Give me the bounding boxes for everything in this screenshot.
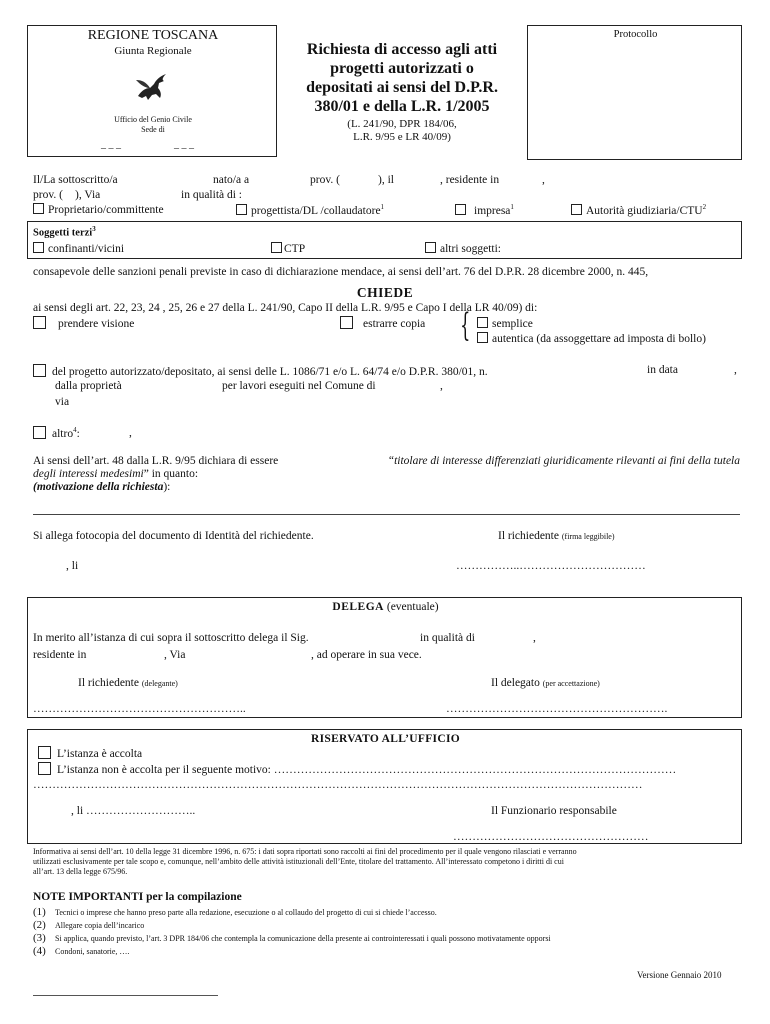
checkbox[interactable] xyxy=(236,204,247,215)
nato-label: nato/a a xyxy=(213,174,250,186)
footnote-ref: 1 xyxy=(380,203,385,211)
comma-sep: , xyxy=(440,380,443,392)
art48-text: Ai sensi dell’art. 48 dalla L.R. 9/95 dichiara di essere xyxy=(33,455,279,467)
note-list xyxy=(33,906,753,958)
title-line: 380/01 e della L.R. 1/2005 xyxy=(314,98,490,115)
residente-label: , residente in xyxy=(440,174,500,186)
delegato-label xyxy=(491,677,600,689)
informativa-line: utilizzati esclusivamente per tale scopo e, comunque, nell’ambito delle attività istituzionali dell’Ente, titolare del trattamento. All’interessato competono i diritti di cui xyxy=(33,857,564,866)
note-number: (4) xyxy=(33,945,46,957)
delegante-signature-line[interactable]: ……………………………………………….. xyxy=(33,703,246,715)
delega-eventuale: (eventuale) xyxy=(386,601,439,613)
option-altro[interactable] xyxy=(33,426,80,440)
seat-blank-1: _ _ _ xyxy=(101,139,121,150)
note-number: (3) xyxy=(33,932,46,944)
checkbox[interactable] xyxy=(571,204,582,215)
altro-label: altro xyxy=(52,428,74,440)
footnote-ref: 1 xyxy=(510,203,514,211)
checkbox[interactable] xyxy=(455,204,466,215)
proprieta-label: dalla proprietà xyxy=(55,380,122,392)
motivazione-text: (motivazione della richiesta xyxy=(33,481,164,493)
riservato-title: RISERVATO ALL’UFFICIO xyxy=(311,733,460,745)
option-label: autentica (da assoggettare ad imposta di bollo) xyxy=(492,333,706,345)
note-item xyxy=(33,906,753,919)
chiede-title: CHIEDE xyxy=(356,285,414,300)
option-label: CTP xyxy=(284,243,306,255)
option-label: confinanti/vicini xyxy=(48,243,125,255)
richiedente-text: Il richiedente xyxy=(498,530,559,542)
office-name: Ufficio del Genio Civile xyxy=(114,115,192,124)
comma-sep: , xyxy=(533,632,536,644)
note-text: Condoni, sanatorie, …. xyxy=(55,947,130,956)
option-label: L’istanza non è accolta per il seguente motivo: …………………………………………………………………………………………… xyxy=(57,764,677,776)
footnote-ref: 2 xyxy=(702,203,707,211)
comma-sep: , xyxy=(734,364,737,376)
informativa-block xyxy=(33,847,753,877)
delegato-signature-line[interactable]: …………………………………………………. xyxy=(446,703,668,715)
comma-sep: , xyxy=(542,174,545,186)
note-text: Allegare copia dell’incarico xyxy=(55,921,145,930)
in-data-label: in data xyxy=(647,364,678,376)
delegato-text: Il delegato xyxy=(491,677,540,689)
option-non-accolta[interactable] xyxy=(38,762,676,776)
prov-label: prov. ( xyxy=(310,174,340,186)
checkbox[interactable] xyxy=(33,242,44,253)
delega-title xyxy=(28,601,743,613)
progetto-text: del progetto autorizzato/depositato, ai sensi delle L. 1086/71 e/o L. 64/74 e/o D.P.R. 380/01, n. xyxy=(52,366,488,378)
via-label: ), Via xyxy=(75,189,101,201)
option-prendere-visione[interactable] xyxy=(33,316,134,330)
art48-line xyxy=(33,455,740,468)
prov2-label: prov. ( xyxy=(33,189,63,201)
option-label: prendere visione xyxy=(58,318,135,330)
place-date-field[interactable]: , li xyxy=(66,560,79,572)
header-office-box xyxy=(27,25,277,157)
option-label: L’istanza è accolta xyxy=(57,748,143,760)
art48-italic: degli interessi medesimi xyxy=(33,468,144,480)
delega-title-text: DELEGA xyxy=(332,601,384,613)
sottoscritto-label: Il/La sottoscritto/a xyxy=(33,174,118,186)
checkbox[interactable] xyxy=(425,242,436,253)
informativa-line: all’art. 13 della legge 675/96. xyxy=(33,867,128,876)
delegante-label xyxy=(78,677,178,689)
terzi-title-text: Soggetti terzi xyxy=(33,227,93,239)
checkbox[interactable] xyxy=(477,332,488,343)
checkbox[interactable] xyxy=(33,203,44,214)
note-item xyxy=(33,945,753,958)
note-number: (1) xyxy=(33,906,46,918)
option-label: altri soggetti: xyxy=(440,243,502,255)
art48-paragraph xyxy=(33,455,740,494)
delegato-note: (per accettazione) xyxy=(542,679,600,688)
document-title xyxy=(282,40,522,116)
role-impresa[interactable] xyxy=(455,203,514,217)
ref-line: (L. 241/90, DPR 184/06, xyxy=(347,118,457,130)
seat-blank-2: _ _ _ xyxy=(174,139,194,150)
delega-line1: In merito all’istanza di cui sopra il sottoscritto delega il Sig. xyxy=(33,632,309,644)
note-title: NOTE IMPORTANTI per la compilazione xyxy=(33,891,242,903)
region-name: REGIONE TOSCANA xyxy=(87,28,219,43)
role-autorita[interactable] xyxy=(571,203,706,217)
brace-icon: { xyxy=(460,306,471,344)
checkbox[interactable] xyxy=(271,242,282,253)
place-date-field[interactable]: , li ……………………….. xyxy=(71,805,196,817)
delegante-note: (delegante) xyxy=(141,679,178,688)
signature-line[interactable]: ……………..…………………………… xyxy=(456,560,646,572)
checkbox[interactable] xyxy=(33,316,46,329)
protocollo-box[interactable] xyxy=(527,25,742,160)
riservato-box xyxy=(27,729,742,844)
informativa-line: Informativa ai sensi dell’art. 10 della legge 31 dicembre 1996, n. 675: i dati sopra riportati sono raccolti ai fini del procedimento per il quale vengono rilasciati e verranno xyxy=(33,847,577,856)
chiede-law: ai sensi degli art. 22, 23, 24 , 25, 26 e 27 della L. 241/90, Capo II della L.R. 9/95 e Capo I della LR 40/09) di: xyxy=(33,302,538,314)
option-estrarre-copia[interactable] xyxy=(340,316,425,330)
delegante-text: Il richiedente xyxy=(78,677,139,689)
option-label: semplice xyxy=(492,318,533,330)
title-line: Richiesta di accesso agli atti xyxy=(306,41,498,58)
comma-sep: , xyxy=(129,427,132,439)
soggetti-terzi-box xyxy=(27,221,742,259)
title-line: progetti autorizzati o xyxy=(330,60,474,77)
qualita-label: in qualità di : xyxy=(181,189,243,201)
note-number: (2) xyxy=(33,919,46,931)
title-references xyxy=(282,118,522,144)
motivo-dots-line[interactable]: …………………………………………………………………………………………………………………………………………… xyxy=(33,779,643,791)
allega-text: Si allega fotocopia del documento di Identità del richiedente. xyxy=(33,530,314,542)
note-text: Si applica, quando previsto, l’art. 3 DPR 184/06 che contempla la comunicazione della presente ai controinteressati i quali possono motivatamente opporsi xyxy=(55,934,551,943)
consapevole-text: consapevole delle sanzioni penali previste in caso di dichiarazione mendace, ai sensi dell’art. 76 del D.P.R. 28 dicembre 2000, n. 445, xyxy=(33,266,649,278)
art48-italic: “titolare di interesse differenziati giuridicamente rilevanti ai fini della tutela xyxy=(387,455,740,467)
footnote-ref: 3 xyxy=(92,225,96,233)
role-progettista[interactable] xyxy=(236,203,384,217)
delega-qualita: in qualità di xyxy=(420,632,475,644)
terzi-confinanti[interactable] xyxy=(33,242,124,255)
funzionario-signature-line[interactable]: …………………………………………… xyxy=(453,831,649,843)
il-label: ), il xyxy=(378,174,394,186)
delega-via: , Via xyxy=(164,649,186,661)
note-item xyxy=(33,932,753,945)
note-text: Tecnici o imprese che hanno preso parte alla redazione, esecuzione o al collaudo del progetto di cui si chiede l’accesso. xyxy=(55,908,437,917)
delega-residente: residente in xyxy=(33,649,87,661)
divider xyxy=(33,514,740,515)
checkbox[interactable] xyxy=(33,426,46,439)
terzi-ctp[interactable] xyxy=(271,242,305,255)
checkbox[interactable] xyxy=(38,762,51,775)
art48-text: ” in quanto: xyxy=(143,468,199,480)
option-progetto[interactable] xyxy=(33,364,488,378)
title-line: depositati ai sensi del D.P.R. xyxy=(306,79,498,96)
via-label: via xyxy=(55,396,70,408)
note-item xyxy=(33,919,753,932)
altro-colon: : xyxy=(76,428,80,440)
terzi-altri[interactable] xyxy=(425,242,501,255)
checkbox[interactable] xyxy=(477,317,488,328)
checkbox[interactable] xyxy=(33,364,46,377)
role-proprietario[interactable] xyxy=(33,203,164,216)
role-label: impresa xyxy=(474,204,511,217)
giunta-label: Giunta Regionale xyxy=(114,45,192,57)
footnote-rule xyxy=(33,995,218,996)
version-label: Versione Gennaio 2010 xyxy=(637,970,722,980)
option-label: estrarre copia xyxy=(363,318,426,330)
role-label: progettista/DL /collaudatore xyxy=(251,204,381,217)
terzi-title xyxy=(33,225,96,239)
funzionario-label: Il Funzionario responsabile xyxy=(491,805,617,817)
motivazione-label xyxy=(33,481,740,494)
motivazione-end: ): xyxy=(163,481,171,493)
option-accolta[interactable] xyxy=(38,746,142,760)
checkbox[interactable] xyxy=(38,746,51,759)
art48-line xyxy=(33,468,740,481)
role-label: Proprietario/committente xyxy=(48,204,164,216)
lavori-label: per lavori eseguiti nel Comune di xyxy=(222,380,376,392)
delega-box xyxy=(27,597,742,718)
firma-note: (firma leggibile) xyxy=(561,532,615,541)
protocollo-label: Protocollo xyxy=(613,29,658,40)
option-semplice[interactable] xyxy=(477,317,533,330)
footnote-ref: 4 xyxy=(73,426,77,435)
checkbox[interactable] xyxy=(340,316,353,329)
option-autentica[interactable] xyxy=(477,332,706,345)
ref-line: L.R. 9/95 e LR 40/09) xyxy=(353,131,451,143)
office-seat: Sede di xyxy=(141,125,165,134)
pegasus-logo-icon xyxy=(132,68,172,104)
role-label: Autorità giudiziaria/CTU xyxy=(586,204,703,217)
delega-vece: , ad operare in sua vece. xyxy=(311,649,422,661)
richiedente-label xyxy=(498,530,615,542)
